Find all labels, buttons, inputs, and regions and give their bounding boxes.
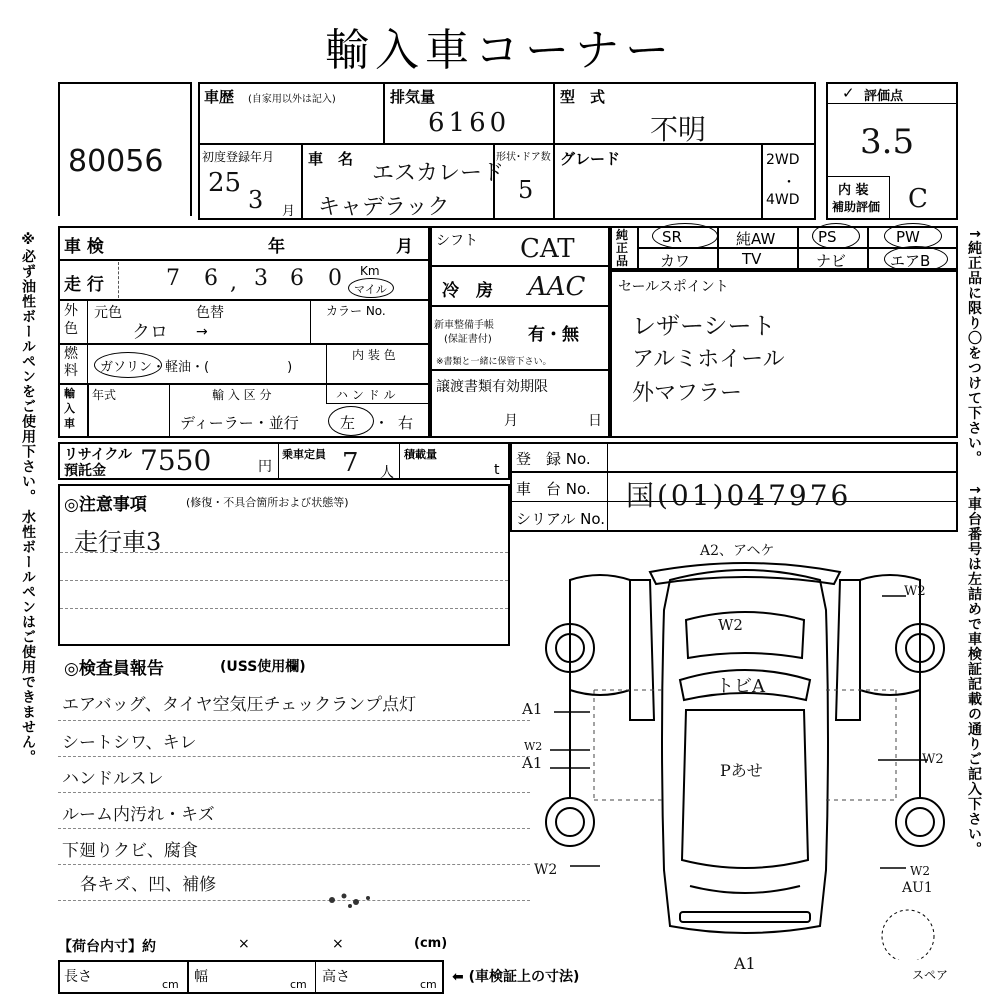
transfer-day: 日 [588, 413, 602, 429]
diagram-label-body: Pあせ [720, 761, 763, 780]
handle-right: 右 [398, 414, 414, 432]
side-note-left: ※必ず油性ボールペンをご使用下さい。 水性ボールペンはご使用できません。 [20, 232, 36, 765]
recycle-value: 7550 [140, 444, 212, 477]
import-label: 輸入車 [64, 387, 75, 430]
diagram-label-spare: スペア [912, 968, 949, 982]
equipment-ps: PS [818, 228, 837, 246]
notes-text: 走行車3 [74, 528, 162, 556]
inspector-line: 下廻りクビ、腐食 [62, 841, 198, 861]
color-orig-value: クロ [132, 322, 168, 343]
cargo-note: ⬅ (車検証上の寸法) [452, 969, 580, 985]
mileage-digit: 6 [204, 266, 218, 291]
inspector-line: エアバッグ、タイヤ空気圧チェックランプ点灯 [62, 695, 417, 715]
cargo-width-label: 幅 [194, 969, 208, 985]
mileage-digit: 0 [328, 266, 342, 291]
drive-4wd: 4WD [766, 192, 800, 208]
car-name-line2: キャデラック [318, 195, 450, 220]
diagram-label-left: A1 [522, 700, 543, 718]
load-unit: t [494, 462, 500, 478]
color-change-label: 色替 [196, 305, 224, 321]
equipment-ps-circle [812, 223, 860, 249]
inspection-label: 車 検 [64, 237, 104, 257]
sales-point-line: 外マフラー [632, 381, 743, 406]
cargo-height-unit: cm [420, 978, 437, 991]
equipment-label: 純 [616, 228, 629, 242]
diagram-label-right: W2 [910, 864, 930, 878]
grade-label: グレード [560, 150, 621, 168]
recycle-label1: リサイクル [64, 447, 133, 463]
inspector-label: ◎検査員報告 [64, 659, 164, 679]
car-diagram [530, 540, 960, 960]
mileage-digit: 7 [166, 266, 180, 291]
diagram-label-top: A2、アヘケ [700, 543, 775, 559]
equipment-sr-circle [652, 223, 718, 249]
inspector-line: ルーム内汚れ・キズ [62, 805, 215, 825]
shift-label: シフト [436, 233, 478, 249]
doors-label: 形状･ドア数 [496, 152, 551, 163]
inspector-line: ハンドルスレ [62, 769, 164, 789]
mileage-unit-km: Km [360, 264, 380, 278]
equipment-aw: 純AW [736, 230, 776, 248]
car-name-line1: エスカレード [372, 161, 505, 186]
cargo-length-unit: cm [162, 978, 179, 991]
interior-score-value: C [908, 184, 928, 214]
registration-label: 登 録 No. [516, 450, 591, 468]
doors-value: 5 [518, 176, 534, 204]
first-reg-year: 25 [208, 168, 242, 198]
inspector-line: シートシワ、キレ [62, 733, 197, 753]
diagram-label-right: AU1 [902, 880, 933, 896]
handle-dot: ・ [374, 414, 390, 432]
chassis-label: 車 台 No. [516, 480, 591, 498]
inspection-year: 年 [268, 237, 285, 257]
mileage-digit: 3 [254, 266, 268, 291]
manual-label2: (保証書付) [444, 334, 492, 345]
mileage-digit: , [230, 270, 237, 295]
handle-label: ハ ン ド ル [336, 388, 396, 402]
sales-point-line: アルミホイール [632, 347, 785, 372]
model-type-label: 型 式 [560, 88, 606, 106]
diagram-label-left: A1 [522, 754, 543, 772]
mileage-digit: 6 [290, 266, 304, 291]
fuel-label: 燃料 [64, 346, 78, 379]
notes-rule [60, 552, 508, 553]
smudge-mark [322, 886, 382, 910]
sales-point-line: レザーシート [632, 312, 776, 340]
recycle-unit: 円 [258, 459, 272, 475]
capacity-label: 乗車定員 [282, 448, 326, 461]
interior-color-label: 内 装 色 [352, 348, 396, 362]
load-label: 積載量 [404, 448, 437, 461]
transfer-label: 譲渡書類有効期限 [436, 379, 548, 395]
manual-note: ※書類と一緒に保管下さい。 [436, 357, 552, 367]
manual-value: 有・無 [528, 325, 579, 345]
model-type-value: 不明 [650, 113, 707, 146]
color-orig-label: 元色 [94, 305, 122, 321]
import-type-label: 輸 入 区 分 [212, 388, 272, 402]
drive-dot: ・ [782, 175, 796, 191]
cargo-x2: × [332, 936, 344, 952]
mileage-label: 走 行 [64, 275, 104, 295]
equipment-airbag-circle [884, 246, 948, 272]
cargo-height-label: 高さ [322, 969, 350, 985]
lot-number: 80056 [68, 144, 164, 179]
notes-label: ◎注意事項 [64, 495, 147, 515]
drive-2wd: 2WD [766, 152, 800, 168]
capacity-value: 7 [342, 448, 359, 478]
manual-label1: 新車整備手帳 [434, 320, 494, 331]
side-note-right-1: ↑純正品に限り〇をつけて下さい。 [966, 228, 982, 466]
aircon-label: 冷 房 [442, 281, 493, 301]
equipment-navi: ナビ [816, 252, 847, 270]
color-code-label: カラー No. [326, 304, 386, 318]
side-note-right-2: ↑車台番号は左詰めで車検証記載の通りご記入下さい。 [966, 484, 982, 857]
cargo-label: 【荷台内寸】約 [58, 939, 156, 955]
chassis-value: 国(01)047976 [626, 479, 852, 512]
history-note: (自家用以外は記入) [248, 94, 336, 105]
recycle-label2: 預託金 [64, 463, 106, 479]
color-change-value: → [196, 324, 208, 340]
interior-score-label1: 内 装 [838, 183, 869, 198]
inspector-sub: (USS使用欄) [220, 659, 306, 675]
color-outer-label: 外色 [64, 303, 78, 337]
serial-label: シリアル No. [516, 510, 606, 528]
page-title: 輸入車コーナー [325, 25, 675, 76]
notes-rule [60, 580, 508, 581]
notes-rule [60, 608, 508, 609]
first-reg-month-unit: 月 [282, 204, 296, 219]
first-reg-label: 初度登録年月 [202, 150, 275, 164]
diagram-label-bottom: A1 [734, 954, 756, 973]
notes-sub: (修復・不具合箇所および状態等) [186, 496, 349, 509]
cargo-width-unit: cm [290, 978, 307, 991]
inspection-month: 月 [396, 237, 413, 257]
equipment-airbag: エアB [890, 252, 931, 270]
history-label: 車歴 [204, 88, 235, 106]
score-check-icon: ✓ [842, 84, 855, 102]
diagram-label-left: W2 [534, 862, 558, 878]
inspection-row [58, 226, 430, 260]
equipment-leather: カワ [660, 252, 691, 270]
diagram-label-right: W2 [904, 584, 926, 599]
equipment-tv: TV [742, 250, 762, 268]
equipment-label: 品 [616, 254, 629, 268]
diagram-label-glass: トビA [716, 676, 765, 697]
equipment-sr: SR [662, 228, 682, 246]
inspector-line: 各キズ、凹、補修 [80, 875, 217, 895]
aircon-value: AAC [528, 272, 586, 302]
diagram-label-right: W2 [922, 752, 944, 767]
sales-points-label: セールスポイント [618, 279, 729, 295]
diagram-label-roof: W2 [718, 616, 743, 634]
diagram-label-left: W2 [524, 740, 543, 753]
mileage-unit-mile: マイル [354, 283, 387, 296]
capacity-unit: 人 [380, 465, 394, 481]
handle-left: 左 [340, 414, 356, 432]
cargo-length-label: 長さ [64, 969, 92, 985]
car-name-label: 車 名 [308, 150, 354, 168]
score-label: 評価点 [864, 89, 904, 104]
displacement-label: 排気量 [390, 88, 436, 106]
equipment-pw: PW [896, 228, 920, 246]
import-year-label: 年式 [92, 388, 117, 402]
interior-score-label2: 補助評価 [832, 200, 881, 214]
equipment-label: 正 [616, 241, 629, 255]
import-type-value: ディーラー・並行 [180, 414, 299, 432]
shift-value: CAT [520, 234, 575, 264]
cargo-x1: × [238, 936, 250, 952]
fuel-options: ガソリン・軽油・( ) [100, 360, 293, 375]
transfer-month: 月 [504, 413, 518, 429]
score-value: 3.5 [860, 122, 915, 162]
cargo-unit: (cm) [414, 936, 448, 951]
displacement-value: 6160 [428, 108, 511, 138]
first-reg-month: 3 [248, 186, 264, 214]
